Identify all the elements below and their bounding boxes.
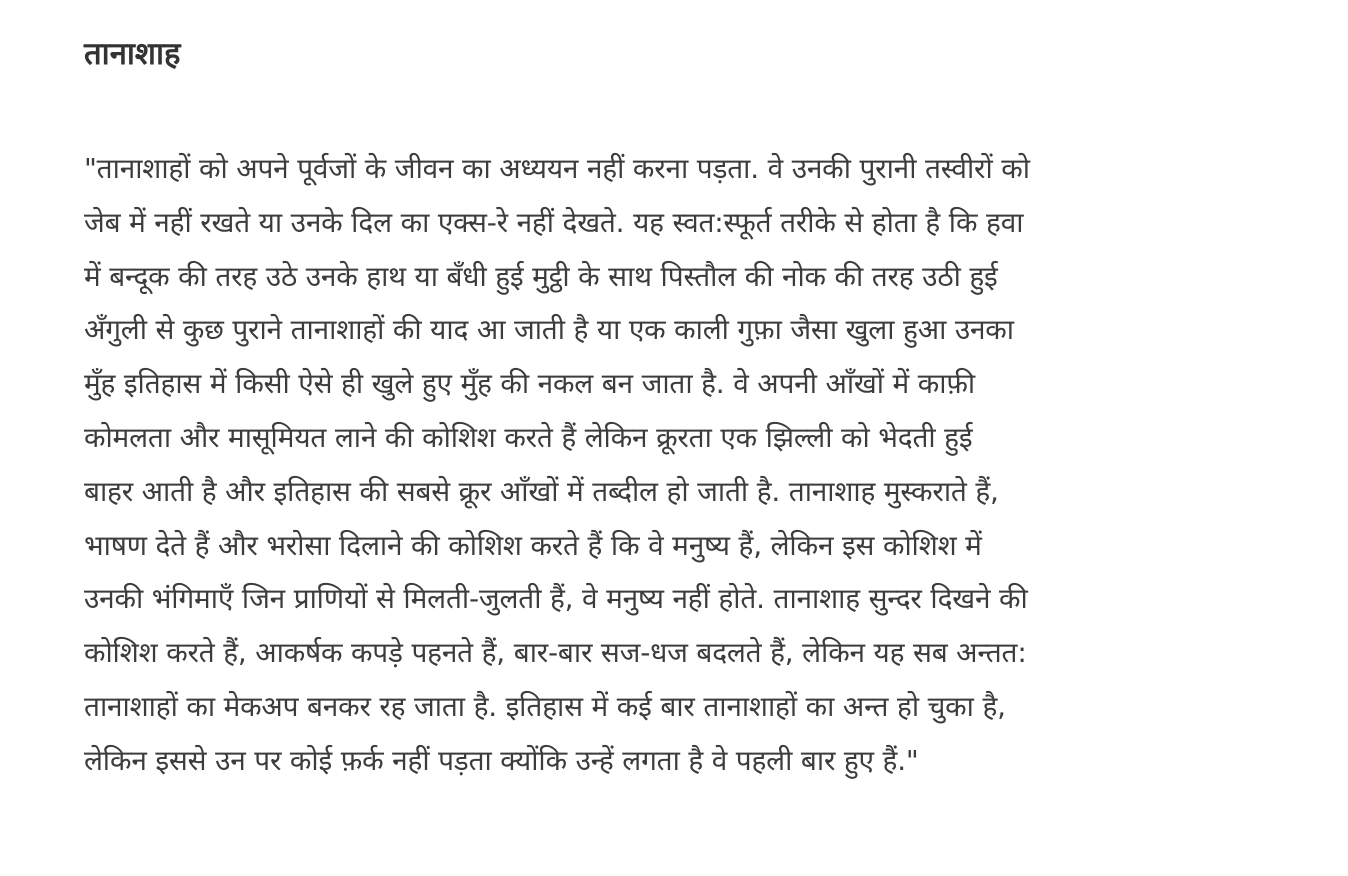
poem-line-9: उनकी भंगिमाएँ जिन प्राणियों से मिलती-जुलती हैं, वे मनुष्य नहीं होते. तानाशाह सुन्दर दिखने की <box>84 582 1028 616</box>
poem-line-1: "तानाशाहों को अपने पूर्वजों के जीवन का अध्ययन नहीं करना पड़ता. वे उनकी पुरानी तस्वीरों को <box>84 152 1030 185</box>
poem-line-3: में बन्दूक की तरह उठे उनके हाथ या बँधी हुई मुट्ठी के साथ पिस्तौल की नोक की तरह उठी हुई <box>84 259 998 293</box>
poem-line-6: कोमलता और मासूमियत लाने की कोशिश करते हैं लेकिन क्रूरता एक झिल्ली को भेदती हुई <box>84 420 973 454</box>
poem-line-10: कोशिश करते हैं, आकर्षक कपड़े पहनते हैं, बार-बार सज-धज बदलते हैं, लेकिन यह सब अन्तत: <box>84 636 1027 670</box>
poem-line-8: भाषण देते हैं और भरोसा दिलाने की कोशिश करते हैं कि वे मनुष्य हैं, लेकिन इस कोशिश में <box>84 528 982 562</box>
poem-line-7: बाहर आती है और इतिहास की सबसे क्रूर आँखों में तब्दील हो जाती है. तानाशाह मुस्कराते हैं, <box>84 474 999 508</box>
document-page <box>84 24 1334 788</box>
poem-body <box>84 142 1334 788</box>
poem-line-12: लेकिन इससे उन पर कोई फ़र्क नहीं पड़ता क्योंकि उन्हें लगता है वे पहली बार हुए हैं." <box>84 743 919 777</box>
page-title: तानाशाह <box>84 36 181 72</box>
poem-line-2: जेब में नहीं रखते या उनके दिल का एक्स-रे नहीं देखते. यह स्वत:स्फूर्त तरीके से होता है कि हवा <box>84 205 1024 239</box>
poem-line-5: मुँह इतिहास में किसी ऐसे ही खुले हुए मुँह की नकल बन जाता है. वे अपनी आँखों में काफ़ी <box>84 367 975 401</box>
poem-line-4: अँगुली से कुछ पुराने तानाशाहों की याद आ जाती है या एक काली गुफ़ा जैसा खुला हुआ उनका <box>84 313 1014 347</box>
poem-line-11: तानाशाहों का मेकअप बनकर रह जाता है. इतिहास में कई बार तानाशाहों का अन्त हो चुका है, <box>84 689 1006 723</box>
